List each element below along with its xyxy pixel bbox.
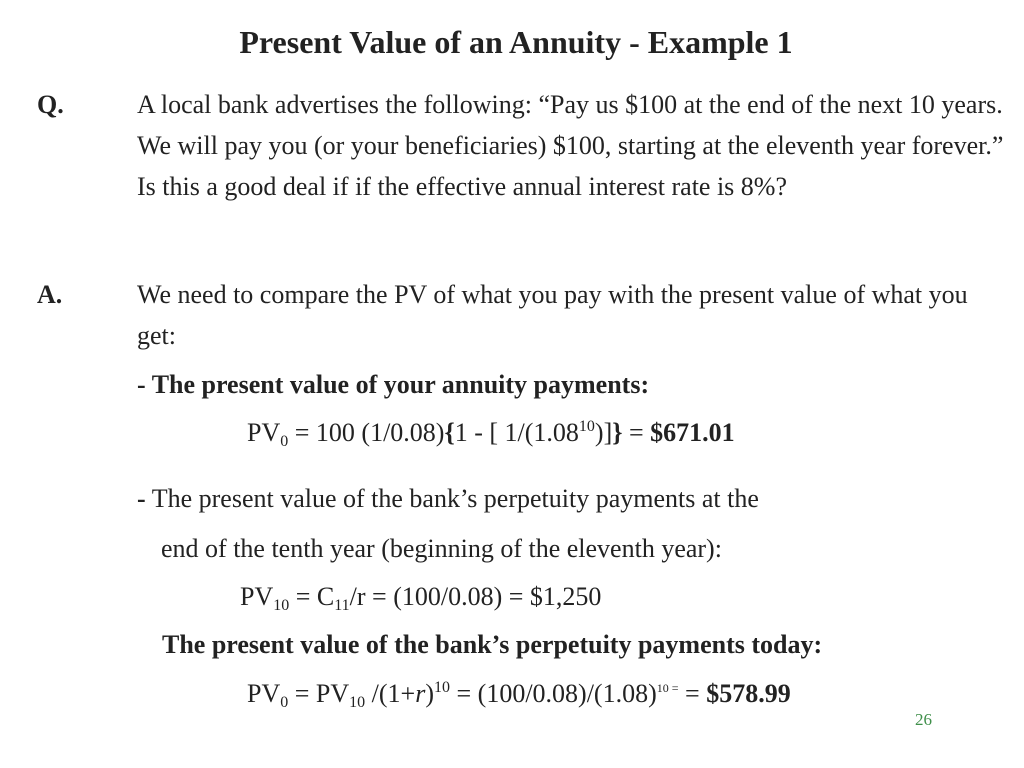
pv-symbol: PV — [247, 418, 281, 447]
slide-title: Present Value of an Annuity - Example 1 — [239, 24, 793, 60]
answer-intro: We need to compare the PV of what you pay with the present value of what you get: — [137, 280, 968, 350]
dash: - — [137, 484, 146, 513]
formula-part: )] — [594, 418, 613, 447]
rate-symbol: r — [415, 679, 426, 708]
formula-part: = — [678, 679, 707, 708]
annuity-formula — [247, 416, 735, 450]
pv-symbol: PV — [247, 679, 281, 708]
c-subscript: 11 — [334, 597, 350, 614]
pv10-subscript: 10 — [349, 694, 366, 711]
perpetuity-text: The present value of the bank’s perpetuity payments at the — [145, 484, 759, 513]
perpetuity-text-line2: end of the tenth year (beginning of the eleventh year): — [161, 534, 722, 563]
formula-part: /r = (100/0.08) = $1,250 — [349, 582, 602, 611]
perpetuity-formula — [240, 580, 601, 614]
question-text: A local bank advertises the following: “Pay us $100 at the end of the next 10 years. We will pay you (or your beneficiaries) $100, starting at the eleventh year forever.” Is this a good deal if if the effective annual interest rate is 8%? — [137, 90, 1004, 201]
exponent: 10 — [434, 679, 450, 696]
formula-part: = PV — [288, 679, 350, 708]
brace-close: } — [612, 418, 623, 447]
formula-part: = (100/0.08)/(1.08) — [450, 679, 657, 708]
perpetuity-result: $578.99 — [706, 679, 791, 708]
answer-marker: A. — [37, 280, 63, 309]
brace-open: { — [444, 418, 455, 447]
pv-symbol: PV — [240, 582, 274, 611]
formula-part: ) — [425, 679, 434, 708]
formula-part: = C — [289, 582, 335, 611]
page-number: 26 — [915, 710, 932, 729]
formula-part: = — [622, 418, 651, 447]
exponent: 10 — [578, 418, 595, 435]
perpetuity-text-line1 — [137, 482, 759, 516]
pv-subscript: 10 — [273, 597, 290, 614]
annuity-heading: - The present value of your annuity payments: — [137, 370, 650, 399]
formula-part: /(1+ — [365, 679, 416, 708]
formula-part: 1 - [ 1/(1.08 — [454, 418, 579, 447]
annuity-result: $671.01 — [650, 418, 735, 447]
question-marker: Q. — [37, 90, 64, 119]
exponent-small: 10 = — [656, 681, 679, 695]
perpetuity-today-formula — [247, 677, 791, 711]
perpetuity-today-heading: The present value of the bank’s perpetuity payments today: — [162, 630, 823, 659]
formula-part: = 100 (1/0.08) — [288, 418, 445, 447]
pv-subscript: 0 — [280, 694, 289, 711]
pv-subscript: 0 — [280, 433, 289, 450]
